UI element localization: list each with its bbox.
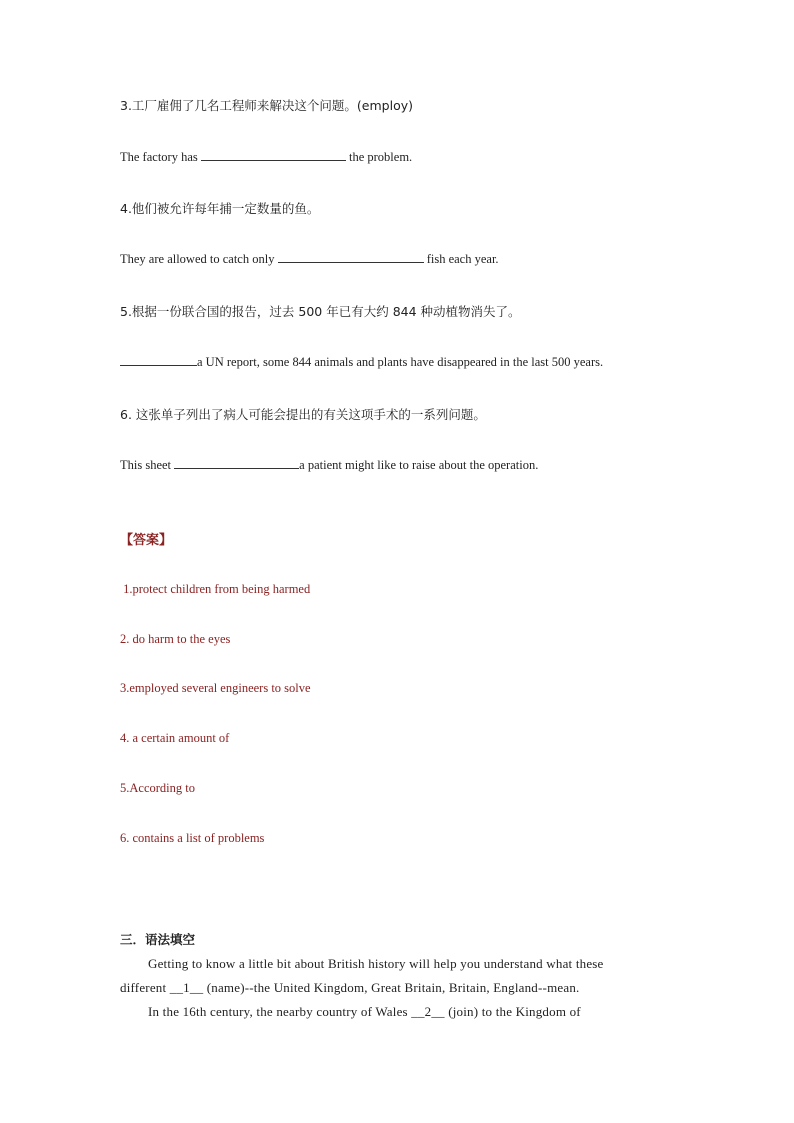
question-3-english xyxy=(120,149,412,165)
answer-2: 2. do harm to the eyes xyxy=(120,632,231,646)
question-4-english xyxy=(120,251,499,267)
answer-blank xyxy=(201,149,346,161)
question-3-text-before: The factory has xyxy=(120,150,201,164)
question-6-english xyxy=(120,457,538,473)
question-3-text-after: the problem. xyxy=(345,150,413,164)
question-6-text-before: This sheet xyxy=(120,458,175,472)
question-6-text-after: a patient might like to raise about the operation. xyxy=(299,458,539,472)
answer-1: 1.protect children from being harmed xyxy=(120,582,311,596)
question-4-chinese: 4.他们被允许每年捕一定数量的鱼。 xyxy=(120,201,320,216)
answer-blank xyxy=(278,251,424,263)
answer-6: 6. contains a list of problems xyxy=(120,831,265,845)
question-5-english xyxy=(120,354,603,370)
answer-3: 3.employed several engineers to solve xyxy=(120,681,311,695)
answers-header: 【答案】 xyxy=(120,533,173,548)
passage-line-3: In the 16th century, the nearby country of Wales __2__ (join) to the Kingdom of xyxy=(148,1004,581,1019)
question-5-text-after: a UN report, some 844 animals and plants have disappeared in the last 500 years. xyxy=(197,355,604,369)
question-6-chinese: 6. 这张单子列出了病人可能会提出的有关这项手术的一系列问题。 xyxy=(120,407,486,422)
question-5-chinese: 5.根据一份联合国的报告，过去 500 年已有大约 844 种动植物消失了。 xyxy=(120,304,521,319)
answer-blank xyxy=(174,457,299,469)
section-title: 三．语法填空 xyxy=(120,932,196,947)
question-4-text-before: They are allowed to catch only xyxy=(120,252,278,266)
question-3-chinese: 3.工厂雇佣了几名工程师来解决这个问题。(employ) xyxy=(120,98,414,113)
passage-line-1: Getting to know a little bit about British history will help you understand what these xyxy=(148,956,604,971)
answer-blank xyxy=(120,354,197,366)
answer-4: 4. a certain amount of xyxy=(120,731,230,745)
answer-5: 5.According to xyxy=(120,781,195,795)
question-4-text-after: fish each year. xyxy=(423,252,499,266)
passage-line-2: different __1__ (name)--the United Kingdom, Great Britain, Britain, England--mean. xyxy=(120,980,580,995)
